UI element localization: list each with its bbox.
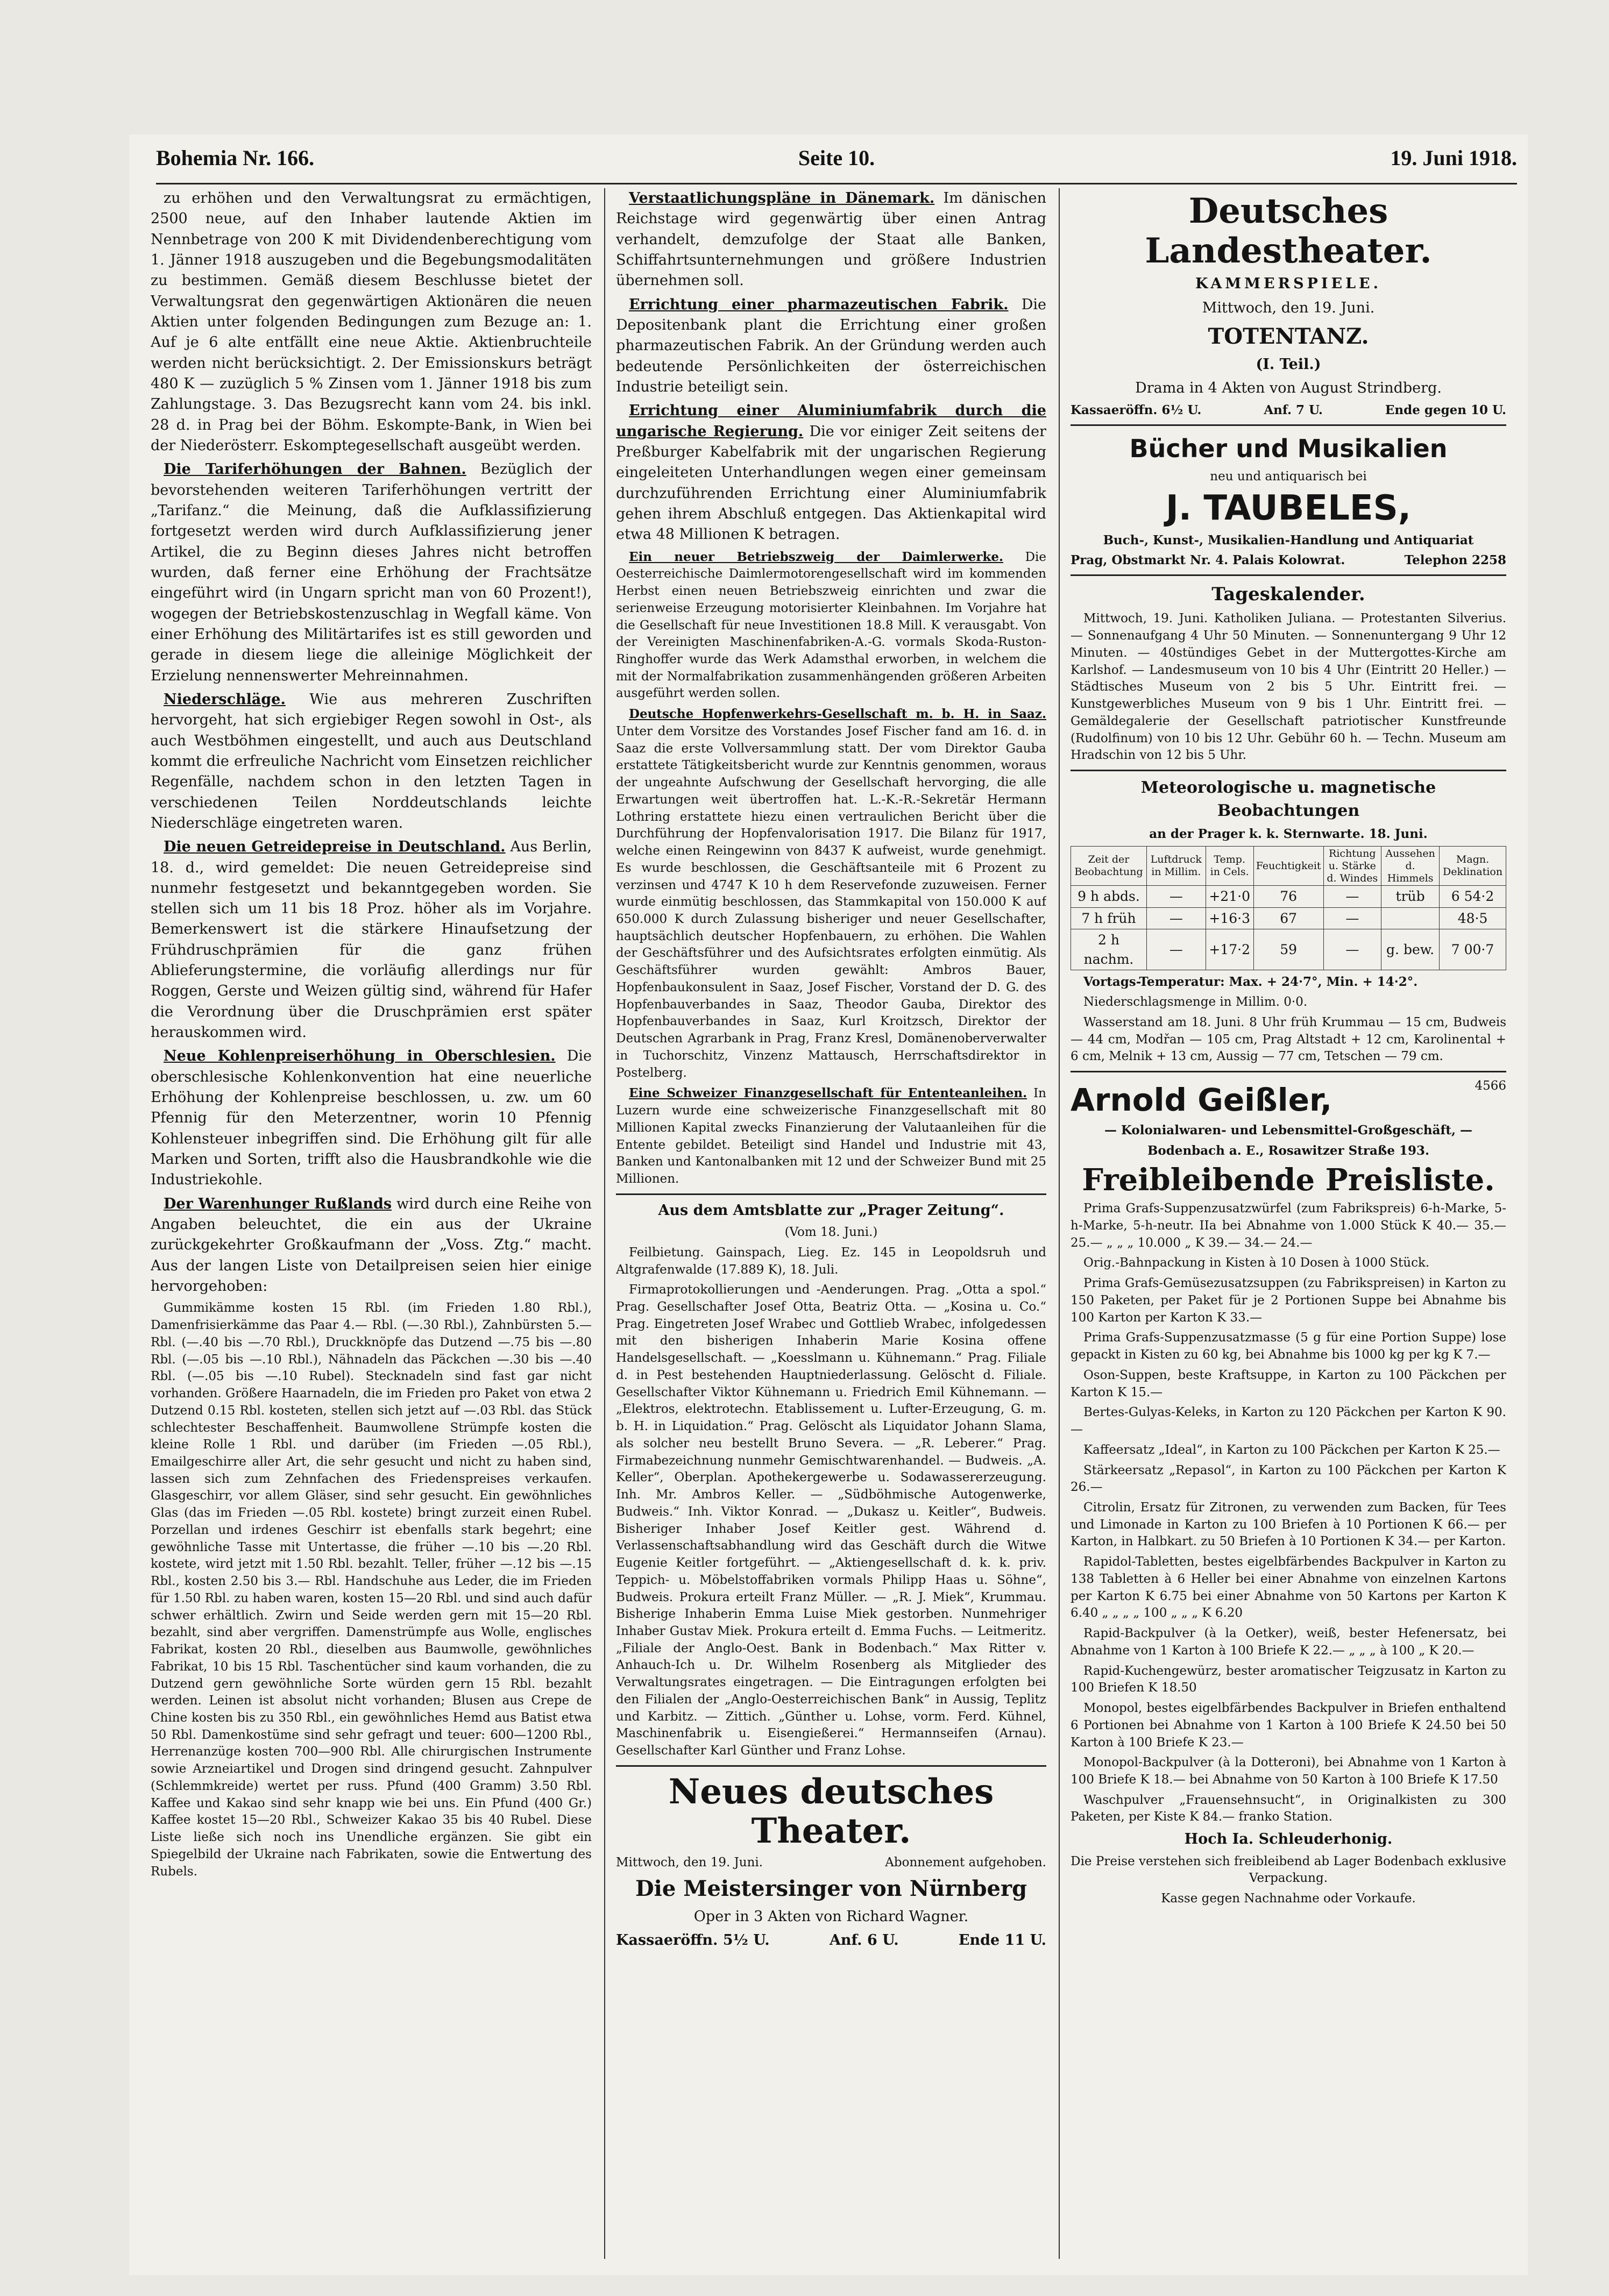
theater-ad-title: Neues deutsches Theater. [668, 1771, 994, 1852]
article-heading: Errichtung einer pharmazeutischen Fabrik. [629, 296, 1009, 313]
weather-cell: 2 h nachm. [1071, 929, 1147, 970]
price-item: Kaffeersatz „Ideal“, in Karton zu 100 Päckchen per Karton K 25.— [1083, 1442, 1500, 1457]
weather-cell: 48·5 [1440, 907, 1506, 929]
article-heading: Neue Kohlenpreiserhöhung in Oberschlesien. [164, 1048, 556, 1065]
bookshop-desc: Buch-, Kunst-, Musikalien-Handlung und Antiquariat [1103, 532, 1474, 548]
weather-water-level: Wasserstand am 18. Juni. 8 Uhr früh Krummau — 15 cm, Budweis — 44 cm, Modřan — 105 cm, Prag Altstadt + 12 cm, Karolinental + 6 cm, Melnik + 13 cm, Aussig — 77 cm, Tetschen — 79 cm. [1071, 1015, 1506, 1064]
theater-ad-times [616, 1930, 1046, 1951]
geissler-address: Bodenbach a. E., Rosawitzer Straße 193. [1147, 1143, 1430, 1158]
article-body: Bezüglich der bevorstehenden weiteren Tariferhöhungen vertritt der „Tarifanz.“ die Meinung, daß die Aufklassifizierung fortgesetzt werden wird durch Aufklassifizierung jener Artikel, die zu Beginn dieses Jahres nicht betroffen wurden, daß ferner eine Erhöhung der Frachtsätze eingeführt wird (in Ungarn spricht man von 60 Prozent!), wogegen der Betriebskostenzuschlag in Wegfall käme. Von einer Erhöhung des Militärtarifes ist es still geworden und gerade in diesem liege die alleinige Möglichkeit der Erzielung nennenswerter Mehreinnahmen. [151, 461, 592, 684]
article-body: Die Oesterreichische Daimlermotorengesellschaft wird im kommenden Herbst einen neuen Betriebszweig einrichten und zwar die serienweise Erzeugung motorisierter Kleinbahnen. Im Vorjahre hat die Gesellschaft für neue Investitionen 18.8 Mill. K verausgabt. Von der Vereinigten Maschinenfabriken-A.-G. vormals Skoda-Ruston-Ringhoffer wurde das Werk Adamsthal erworben, in welchem die mit der Normalfabrikation zusammenhängenden größeren Arbeiten ausgeführt werden sollen. [616, 550, 1046, 701]
article-body: Unter dem Vorsitze des Vorstandes Josef Fischer fand am 16. d. in Saaz die erste Vollversammlung statt. Der vom Direktor Gauba erstattete Tätigkeitsbericht wurde zur Kenntnis genommen, woraus der ungeahnte Aufschwung der Gesellschaft hervorging, die alle Erwartungen weit übertroffen hat. L.-K.-R.-Sekretär Hermann Lothring erstattete hiezu einen vertraulichen Bericht über die Durchführung der Hopfenvalorisation 1917. Die Bilanz für 1917, welche einen Reingewinn von 8437 K aufweist, wurde genehmigt. Es wurde beschlossen, die Geschäftsanteile mit 6 Prozent zu verzinsen und 4747 K 10 h dem Reservefonde zuzuweisen. Ferner wurde einmütig beschlossen, das Stammkapital von 150.000 K auf 650.000 K durch Zulassung bisheriger und neuer Gesellschafter, hauptsächlich deutscher Hopfenbauern, zu erhöhen. Die Wahlen der Geschäftsführer und des Aufsichtsrates erfolgten einmütig. Als Geschäftsführer wurden gewählt: Ambros Bauer, Hopfenbaukonsulent in Saaz, Josef Fischer, Vorstand der D. G. des Hopfenbauverbandes in Saaz, Theodor Gauba, Direktor des Hopfenbauverbandes in Saaz, Kurl Kroitzsch, Direktor der Deutschen Agrarbank in Prag, Franz Kresl, Domänenoberverwalter in Tuchorschitz, Vinzenz Mattausch, Herrschaftsdirektor in Postelberg. [616, 724, 1046, 1080]
article-heading: Errichtung einer Aluminiumfabrik durch die ungarische Regierung. [616, 402, 1046, 440]
header-page-number: Seite 10. [798, 146, 875, 170]
price-item: Prima Grafs-Suppenzusatzwürfel (zum Fabrikspreis) 6-h-Marke, 5-h-Marke, 5-h-neutr. IIa bei Abnahme von 1.000 Stück K 40.— 35.— 25.— „ „ „ 10.000 „ K 39.— 34.— 24.— [1071, 1202, 1506, 1250]
weather-cell: — [1323, 929, 1381, 970]
weather-table [1071, 846, 1506, 970]
theater-ad-end: Ende 11 U. [958, 1931, 1046, 1949]
price-item: Monopol, bestes eigelbfärbendes Backpulver in Briefen enthaltend 6 Portionen bei Abnahme von 1 Karton à 100 Briefe K 24.50 bei 50 Karton à 100 Briefe K 23.— [1071, 1701, 1506, 1750]
theater-ad-subtitle: Oper in 3 Akten von Richard Wagner. [693, 1908, 969, 1925]
article-text [151, 689, 592, 834]
article-text [151, 1194, 592, 1297]
landestheater-times [1071, 402, 1506, 419]
section-rule [616, 1193, 1046, 1195]
bookshop-telephone: Telephon 2258 [1404, 553, 1506, 568]
price-terms: Die Preise verstehen sich freibleibend ab Lager Bodenbach exklusive Verpackung. [1071, 1854, 1506, 1886]
article-body: Im dänischen Reichstage wird gegenwärtig über einen Antrag verhandelt, demzufolge der Staat alle Banken, Schiffahrtsunternehmungen und größere Industrien übernehmen soll. [616, 190, 1046, 289]
article-text: Firmaprotokollierungen und -Aenderungen. Prag. „Otta a spol.“ Prag. Gesellschafter Josef Otta, Beatriz Otta. — „Kosina u. Co.“ Prag. Eingetreten Josef Wrabec und Gottlieb Wrabec, infolgedessen mit den bisherigen Inhaberin Marie Kosina offene Handelsgesellschaft. — „Koesslmann u. Kühnemann.“ Prag. Filiale d. in Pest bestehenden Hauptniederlassung. Gelöscht d. Filiale. Gesellschafter Viktor Kühnemann u. Friedrich Emil Kühnemann. — „Elektros, elektrotechn. Etablissement u. Lufter-Erzeugung, G. m. b. H. in Liquidation.“ Prag. Gelöscht als Liquidator Johann Slama, als solcher neu bestellt Bruno Severa. — „R. Leberer.“ Prag. Firmabezeichnung nunmehr Gemischtwarenhandel. — Budweis. „A. Keller“, Oberplan. Apothekergewerbe u. Sodawassererzeugung. Inh. Mr. Ambros Keller. — „Südböhmische Autogenwerke, Budweis.“ Inh. Viktor Konrad. — „Dukasz u. Keitler“, Budweis. Bisheriger Inhaber Josef Keitler gest. Während d. Verlassenschaftsabhandlung wird das Geschäft durch die Witwe Eugenie Keitler fortgeführt. — „Aktiengesellschaft d. k. k. priv. Teppich- u. Möbelstoffabriken vormals Philipp Haas u. Söhne“, Budweis. Prokura erteilt Franz Müller. — „R. J. Miek“, Krummau. Bisherige Inhaberin Emma Luise Miek gestorben. Nunmehriger Inhaber Gustav Miek. Prokura erteilt d. Emma Fuchs. — Leitmeritz. „Filiale der Anglo-Oest. Bank in Bodenbach.“ Max Ritter v. Anhauch-Ich u. Dr. Wilhelm Rosenberg als Mitglieder des Verwaltungsrates eingetragen. — Die Eintragungen erfolgten bei den Filialen der „Anglo-Oesterreichischen Bank“ in Aussig, Teplitz und Karbitz. — Zittich. „Günther u. Lohse, vorm. Ferd. Kühnel, Maschinenfabrik u. Eisengießerei.“ Hermannseifen (Arnau). Gesellschafter Karl Günther und Franz Lohse. [616, 1283, 1046, 1758]
theater-ad-date-row [616, 1854, 1046, 1872]
bookshop-contact [1071, 552, 1506, 569]
article-text: zu erhöhen und den Verwaltungsrat zu ermächtigen, 2500 neue, auf den Inhaber lautende Aktien im Nennbetrage von 200 K mit Dividendenberechtigung vom 1. Jänner 1918 auszugeben und die Begebungsmodalitäten zu bestimmen. Gemäß diesem Beschlusse bietet der Verwaltungsrat den gegenwärtigen Aktionären die neuen Aktien unter folgenden Bedingungen zum Bezuge an: 1. Auf je 6 alte entfällt eine neue Aktie. Aktienbruchteile werden nicht berücksichtigt. 2. Der Emissionskurs beträgt 480 K — zuzüglich 5 % Zinsen vom 1. Jänner 1918 bis zum Zahlungstage. 3. Das Bezugsrecht kann vom 24. bis inkl. 28 d. in Prag bei der Böhm. Eskompte-Bank, in Wien bei der Niederösterr. Eskomptegesellschaft ausgeübt werden. [151, 190, 592, 454]
theater-ad-date: Mittwoch, den 19. Juni. [616, 1856, 763, 1870]
article-heading: Eine Schweizer Finanzgesellschaft für Ententeanleihen. [629, 1086, 1027, 1101]
geissler-title: Arnold Geißler, [1071, 1082, 1332, 1118]
newspaper-page [129, 134, 1528, 2275]
weather-col-header: Aussehen d. Himmels [1381, 846, 1440, 885]
calendar-text: Mittwoch, 19. Juni. Katholiken Juliana. — Protestanten Silverius. — Sonnenaufgang 4 Uhr 50 Minuten. — Sonnenuntergang 9 Uhr 12 Minuten. — 40stündiges Gebet in der Muttergottes-Kirche am Karlshof. — Landesmuseum von 10 bis 4 Uhr (Eintritt 20 Heller.) — Städtisches Museum von 2 bis 5 Uhr. Eintritt frei. — Kunstgewerbliches Museum von 9 bis 1 Uhr. Eintritt frei. — Gemäldegalerie der Gesellschaft patriotischer Kunstfreunde (Rudolfinum) von 10 bis 12 Uhr. Gebühr 60 h. — Techn. Museum am Hradschin von 12 bis 5 Uhr. [1071, 612, 1506, 763]
weather-cell [1381, 907, 1440, 929]
geissler-price-list-title: Freibleibende Preisliste. [1082, 1162, 1495, 1198]
header-issue: Bohemia Nr. 166. [156, 146, 315, 170]
header-date: 19. Juni 1918. [1390, 146, 1517, 170]
bookshop-title: Bücher und Musikalien [1129, 434, 1448, 464]
geissler-ad-number: 4566 [1475, 1079, 1506, 1093]
weather-cell: 7 00·7 [1440, 929, 1506, 970]
weather-cell: — [1323, 886, 1381, 908]
geissler-subtitle: — Kolonialwaren- und Lebensmittel-Großgeschäft, — [1104, 1123, 1473, 1138]
weather-cell: g. bew. [1381, 929, 1440, 970]
weather-cell: 6 54·2 [1440, 886, 1506, 908]
section-rule [1071, 574, 1506, 576]
weather-cell: 7 h früh [1071, 907, 1147, 929]
landestheater-venue: KAMMERSPIELE. [1195, 275, 1382, 293]
column-3 [1071, 188, 1506, 2259]
article-text: Feilbietung. Gainspach, Lieg. Ez. 145 in Leopoldsruh und Altgrafenwalde (17.889 K), 18. Juli. [616, 1245, 1046, 1277]
landestheater-start: Anf. 7 U. [1264, 403, 1323, 418]
landestheater-date: Mittwoch, den 19. Juni. [1202, 299, 1375, 316]
column-divider [1059, 188, 1060, 2259]
calendar-title: Tageskalender. [1211, 584, 1365, 606]
article-text [616, 295, 1046, 398]
honey-line: Hoch Ia. Schleuderhonig. [1184, 1831, 1393, 1848]
weather-col-header: Temp. in Cels. [1206, 846, 1253, 885]
geissler-title-row [1071, 1078, 1506, 1122]
article-heading: Der Warenhunger Rußlands [164, 1195, 392, 1212]
price-item: Rapid-Kuchengewürz, bester aromatischer Teigzusatz in Karton zu 100 Briefen K 18.50 [1071, 1664, 1506, 1695]
weather-cell: — [1323, 907, 1381, 929]
price-item: Rapid-Backpulver (à la Oetker), weiß, bester Hefenersatz, bei Abnahme von 1 Karton à 100 Briefe K 22.— „ „ „ à 100 „ K 20.— [1071, 1626, 1506, 1658]
weather-row [1071, 886, 1506, 908]
section-heading: Aus dem Amtsblatte zur „Prager Zeitung“. [658, 1202, 1004, 1219]
article-body: In Luzern wurde eine schweizerische Finanzgesellschaft mit 80 Millionen Kapital zwecks Finanzierung der Valutaanleihen für die Entente gebildet. Beteiligt sind Handel und Industrie mit 43, Banken und Kantonalbanken mit 12 und der Schweizer Bund mit 25 Millionen. [616, 1086, 1046, 1186]
weather-row [1071, 929, 1506, 970]
price-item: Oson-Suppen, beste Kraftsuppe, in Karton zu 100 Päckchen per Karton K 15.— [1071, 1368, 1506, 1399]
landestheater-box-office: Kassaeröffn. 6½ U. [1071, 403, 1202, 418]
article-heading: Die Tariferhöhungen der Bahnen. [164, 461, 466, 478]
landestheater-part: (I. Teil.) [1256, 356, 1321, 373]
weather-cell: 67 [1253, 907, 1323, 929]
landestheater-desc: Drama in 4 Akten von August Strindberg. [1135, 379, 1442, 396]
section-rule [1071, 424, 1506, 426]
weather-cell: trüb [1381, 886, 1440, 908]
article-heading: Die neuen Getreidepreise in Deutschland. [164, 838, 506, 856]
weather-cell: +21·0 [1206, 886, 1253, 908]
column-2 [616, 188, 1046, 2259]
price-item: Stärkeersatz „Repasol“, in Karton zu 100 Päckchen per Karton K 26.— [1071, 1463, 1506, 1495]
article-heading: Verstaatlichungspläne in Dänemark. [629, 190, 935, 207]
article-body: wird durch eine Reihe von Angaben beleuchtet, die ein aus der Ukraine zurückgekehrter Großkaufmann der „Voss. Ztg.“ macht. Aus der langen Liste von Detailpreisen seien hier einige hervorgehoben: [151, 1195, 592, 1295]
article-text [616, 549, 1046, 703]
weather-cell: 9 h abds. [1071, 886, 1147, 908]
price-list-text: Gummikämme kosten 15 Rbl. (im Frieden 1.80 Rbl.), Damenfrisierkämme das Paar 4.— Rbl. (—.30 Rbl.), Zahnbürsten 5.— Rbl. (—.40 bis —.70 Rbl.), Druckknöpfe das Dutzend —.75 bis —.80 Rbl. (—.05 bis —.10 Rbl.), Nähnadeln das Päckchen —.30 bis —.40 Rbl. (—.05 bis —.10 Rubel). Stecknadeln sind fast gar nicht vorhanden. Größere Haarnadeln, die im Frieden pro Paket von etwa 2 Dutzend 0.15 Rbl. kosteten, stellen sich jetzt auf —.03 Rbl. das Stück schlechtester Beschaffenheit. Baumwollene Strümpfe kosten die kleine Rolle 1 Rbl. und darüber (im Frieden —.05 Rbl.), Emailgeschirre aller Art, die sehr gesucht und nicht zu haben sind, lassen sich zum Zehnfachen des Friedenspreises verkaufen. Glasgeschirr, vor allem Gläser, sind sehr gesucht. Ein gewöhnliches Glas (das im Frieden —.05 Rbl. kostete) bringt zurzeit einen Rubel. Porzellan und irdenes Geschirr ist ebenfalls stark begehrt; eine gewöhnliche Tasse mit Untertasse, die früher —.10 bis —.20 Rbl. kostete, wird jetzt mit 1.50 Rbl. bezahlt. Teller, früher —.12 bis —.15 Rbl., kosten 2.50 bis 3.— Rbl. Handschuhe aus Leder, die im Frieden für 1.50 Rbl. zu haben waren, kosten 15—20 Rbl. und sind auch dafür schwer erhältlich. Zwirn und Seide werden gern mit 15—20 Rbl. bezahlt, sind aber vergriffen. Damenstrümpfe aus Wolle, englisches Fabrikat, kosten 20 Rbl., dieselben aus Baumwolle, gewöhnliches Fabrikat, 10 bis 15 Rbl. Taschentücher sind kaum vorhanden, die zu Dutzend gern gewöhnliche Sorte würden gern 15 Rbl. bezahlt werden. Leinen ist absolut nicht vorhanden; Blusen aus Crepe de Chine kosten bis zu 350 Rbl., ein gewöhnliches Hemd aus Batist etwa 50 Rbl. Damenkostüme sind sehr gefragt und teuer: 600—1200 Rbl., Herrenanzüge kosten 700—900 Rbl. Alle chirurgischen Instrumente sowie Arzneiartikel und Drogen sind dringend gesucht. Zahnpulver (Schlemmkreide) wertet per russ. Pfund (400 Gramm) 3.50 Rbl. Kaffee und Kakao sind sehr knapp wie bei uns. Ein Pfund (400 Gr.) Kaffee kostet 15—20 Rbl., Schweizer Kakao 35 bis 40 Rubel. Diese Liste ließe sich noch ins Unendliche ergänzen. Sie gibt ein Spiegelbild der Ukraine nach Fabrikaten, sowie die Entwertung des Rubels. [151, 1301, 592, 1879]
weather-cell: 59 [1253, 929, 1323, 970]
article-heading: Niederschläge. [164, 691, 286, 708]
landestheater-play: TOTENTANZ. [1208, 323, 1369, 349]
theater-ad-note: Abonnement aufgehoben. [885, 1856, 1046, 1870]
article-text [151, 459, 592, 686]
article-text [151, 837, 592, 1043]
article-text [616, 1085, 1046, 1188]
bookshop-name: J. TAUBELES, [1165, 488, 1412, 529]
payment-terms: Kasse gegen Nachnahme oder Vorkaufe. [1161, 1891, 1416, 1906]
weather-precipitation: Niederschlagsmenge in Millim. 0·0. [1083, 995, 1308, 1010]
price-item: Rapidol-Tabletten, bestes eigelbfärbendes Backpulver in Karton zu 138 Tabletten à 6 Heller bei einer Abnahme von einzelnen Kartons per Karton K 6.75 bei einer Abnahme von 50 Kartons per Karton K 6.40 „ „ „ „ 100 „ „ „ K 6.20 [1071, 1555, 1506, 1620]
landestheater-end: Ende gegen 10 U. [1385, 403, 1506, 418]
article-body: Die Depositenbank plant die Errichtung einer großen pharmazeutischen Fabrik. An der Gründung werden auch bedeutende Persönlichkeiten der österreichischen Industrie beteiligt sein. [616, 296, 1046, 395]
weather-cell: — [1146, 929, 1206, 970]
weather-cell: 76 [1253, 886, 1323, 908]
price-item: Prima Grafs-Gemüsezusatzsuppen (zu Fabrikspreisen) in Karton zu 150 Paketen, per Paket für je 2 Portionen Suppe bei Abnahme bis 100 Karton per Karton K 33.— [1071, 1276, 1506, 1325]
weather-col-header: Feuchtigkeit [1253, 846, 1323, 885]
bookshop-subtitle: neu und antiquarisch bei [1210, 470, 1367, 484]
theater-ad-play: Die Meistersinger von Nürnberg [635, 1875, 1027, 1901]
weather-cell: — [1146, 886, 1206, 908]
weather-subtitle: an der Prager k. k. Sternwarte. 18. Juni. [1149, 827, 1428, 842]
weather-prev-temp: Vortags-Temperatur: Max. + 24·7°, Min. + 14·2°. [1083, 975, 1418, 990]
weather-col-header: Richtung u. Stärke d. Windes [1323, 846, 1381, 885]
article-text [616, 706, 1046, 1082]
page-header [156, 145, 1517, 184]
column-1 [151, 188, 592, 2259]
article-body: Die oberschlesische Kohlenkonvention hat eine neuerliche Erhöhung der Kohlenpreise beschlossen, u. zw. um 60 Pfennig für den Meterzentner, worin 10 Pfennig Kohlensteuer inbegriffen sind. Die Erhöhung gilt für alle Marken und Sorten, trifft also die Hausbrandkohle wie die Industriekohle. [151, 1048, 592, 1189]
weather-cell: +17·2 [1206, 929, 1253, 970]
price-item: Waschpulver „Frauensehnsucht“, in Originalkisten zu 300 Paketen, per Kiste K 84.— franko Station. [1071, 1793, 1506, 1824]
article-body: Aus Berlin, 18. d., wird gemeldet: Die neuen Getreidepreise sind nunmehr festgesetzt und bekanntgegeben worden. Sie stellen sich um 11 bis 18 Proz. höher als im Vorjahre. Bemerkenswert ist die stärkere Hinaufsetzung der Frühdruschprämien für die ganz frühen Ablieferungstermine, die vorläufig allerdings nur für Roggen, Gerste und Weizen gültig sind, während für Hafer die Verordnung über die Druschprämien erst später herauskommen wird. [151, 838, 592, 1041]
weather-title: Meteorologische u. magnetische Beobachtungen [1140, 778, 1436, 820]
weather-col-header: Zeit der Beobachtung [1071, 846, 1147, 885]
article-heading: Ein neuer Betriebszweig der Daimlerwerke. [629, 549, 1003, 564]
weather-table-header [1071, 846, 1506, 885]
weather-cell: — [1146, 907, 1206, 929]
section-rule [1071, 1071, 1506, 1072]
landestheater-title: Deutsches Landestheater. [1145, 191, 1432, 271]
weather-col-header: Luftdruck in Millim. [1146, 846, 1206, 885]
section-rule [616, 1765, 1046, 1767]
article-text [616, 401, 1046, 545]
weather-cell: +16·3 [1206, 907, 1253, 929]
article-text [616, 188, 1046, 292]
price-item: Bertes-Gulyas-Keleks, in Karton zu 120 Päckchen per Karton K 90.— [1071, 1405, 1506, 1437]
bookshop-address: Prag, Obstmarkt Nr. 4. Palais Kolowrat. [1071, 553, 1345, 568]
price-item: Prima Grafs-Suppenzusatzmasse (5 g für eine Portion Suppe) lose gepackt in Kisten zu 60 kg, bei Abnahme bis 1000 kg per kg K 7.— [1071, 1331, 1506, 1362]
article-body: Wie aus mehreren Zuschriften hervorgeht, hat sich ergiebiger Regen sowohl in Ost-, als auch Westböhmen eingestellt, und auch aus Deutschland kommt die erfreuliche Nachricht vom Einsetzen reichlicher Regenfälle, nachdem schon in den letzten Tagen in verschiedenen Teilen Norddeutschlands leichte Niederschläge eingetreten waren. [151, 691, 592, 831]
weather-row [1071, 907, 1506, 929]
column-divider [604, 188, 605, 2259]
article-heading: Deutsche Hopfenwerkehrs-Gesellschaft m. b. H. in Saaz. [629, 707, 1046, 722]
theater-ad-box-office: Kassaeröffn. 5½ U. [616, 1931, 770, 1949]
section-date: (Vom 18. Juni.) [784, 1225, 878, 1240]
price-item: Orig.-Bahnpackung in Kisten à 10 Dosen à 1000 Stück. [1083, 1256, 1430, 1270]
weather-col-header: Magn. Deklination [1440, 846, 1506, 885]
price-item: Monopol-Backpulver (à la Dotteroni), bei Abnahme von 1 Karton à 100 Briefe K 18.— bei Abnahme von 50 Karton à 100 Briefe K 17.50 [1071, 1755, 1506, 1787]
theater-ad-start: Anf. 6 U. [829, 1931, 899, 1949]
price-item: Citrolin, Ersatz für Zitronen, zu verwenden zum Backen, für Tees und Limonade in Karton zu 100 Briefen à 10 Portionen K 66.— per Karton, in Halbkart. zu 50 Briefen à 10 Portionen K 34.— per Karton. [1071, 1500, 1506, 1549]
article-text [151, 1046, 592, 1190]
section-rule [1071, 770, 1506, 771]
article-body: Die vor einiger Zeit seitens der Preßburger Kabelfabrik mit der ungarischen Regierung eingeleiteten Unterhandlungen wegen einer gemeinsam durchzuführenden Errichtung einer Aluminiumfabrik gehen ihrem Abschluß entgegen. Das Aktienkapital wird etwa 48 Millionen K betragen. [616, 423, 1046, 543]
